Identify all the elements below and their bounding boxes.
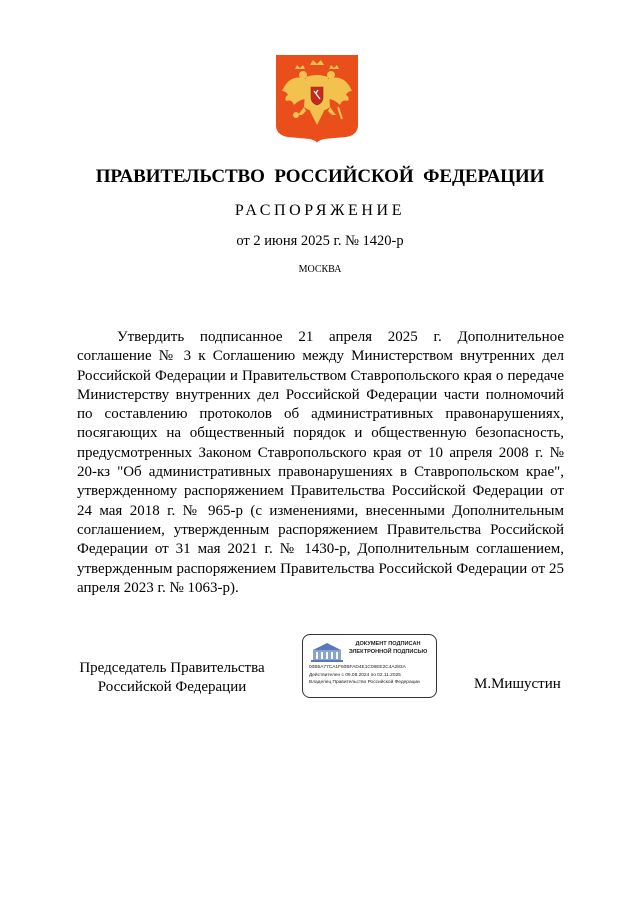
certificate-validity: Действителен с 09.08.2024 по 02.11.2025 <box>309 673 401 678</box>
document-city: МОСКВА <box>298 264 342 275</box>
certificate-serial: 00B5A77CA1F60BFAD4E1C08EE2C4A283A <box>309 665 406 670</box>
electronic-signature-stamp <box>302 634 437 698</box>
organization-title: ПРАВИТЕЛЬСТВО РОССИЙСКОЙ ФЕДЕРАЦИИ <box>95 166 545 187</box>
order-body-text: Утвердить подписанное 21 апреля 2025 г. Дополнительное соглашение № 3 к Соглашению между Министерством внутренних дел Российской Федерации и Правительством Ставропольского края о передаче Министерству внутренних дел Российской Федерации части полномочий по составлению протоколов об административных правонарушениях, посягающих на общественный порядок и общественную безопасность, предусмотренных Законом Ставропольского края от 10 апреля 2008 г. № 20-кз "Об административных правонарушениях в Ставропольском крае", утвержденному распоряжением Правительства Российской Федерации от 24 мая 2018 г. № 965-р (с изменениями, внесенными Дополнительным соглашением, утвержденным распоряжением Правительства Российской Федерации от 31 мая 2021 г. № 1430-р, Дополнительным соглашением, утвержденным распоряжением Правительства Российской Федерации от 25 апреля 2023 г. № 1063-р). <box>77 329 564 596</box>
document-date-number: от 2 июня 2025 г. № 1420-р <box>236 233 404 249</box>
signer-title: Председатель Правительства Российской Федерации <box>79 660 265 695</box>
stamp-heading: ДОКУМЕНТ ПОДПИСАН ЭЛЕКТРОННОЙ ПОДПИСЬЮ <box>348 641 428 655</box>
coat-of-arms-icon <box>276 55 358 143</box>
document-type: РАСПОРЯЖЕНИЕ <box>234 202 406 219</box>
signer-name: М.Мишустин <box>474 676 561 692</box>
certificate-owner: Владелец Правительство Российской Федерации <box>309 680 420 685</box>
government-building-icon <box>309 640 345 664</box>
